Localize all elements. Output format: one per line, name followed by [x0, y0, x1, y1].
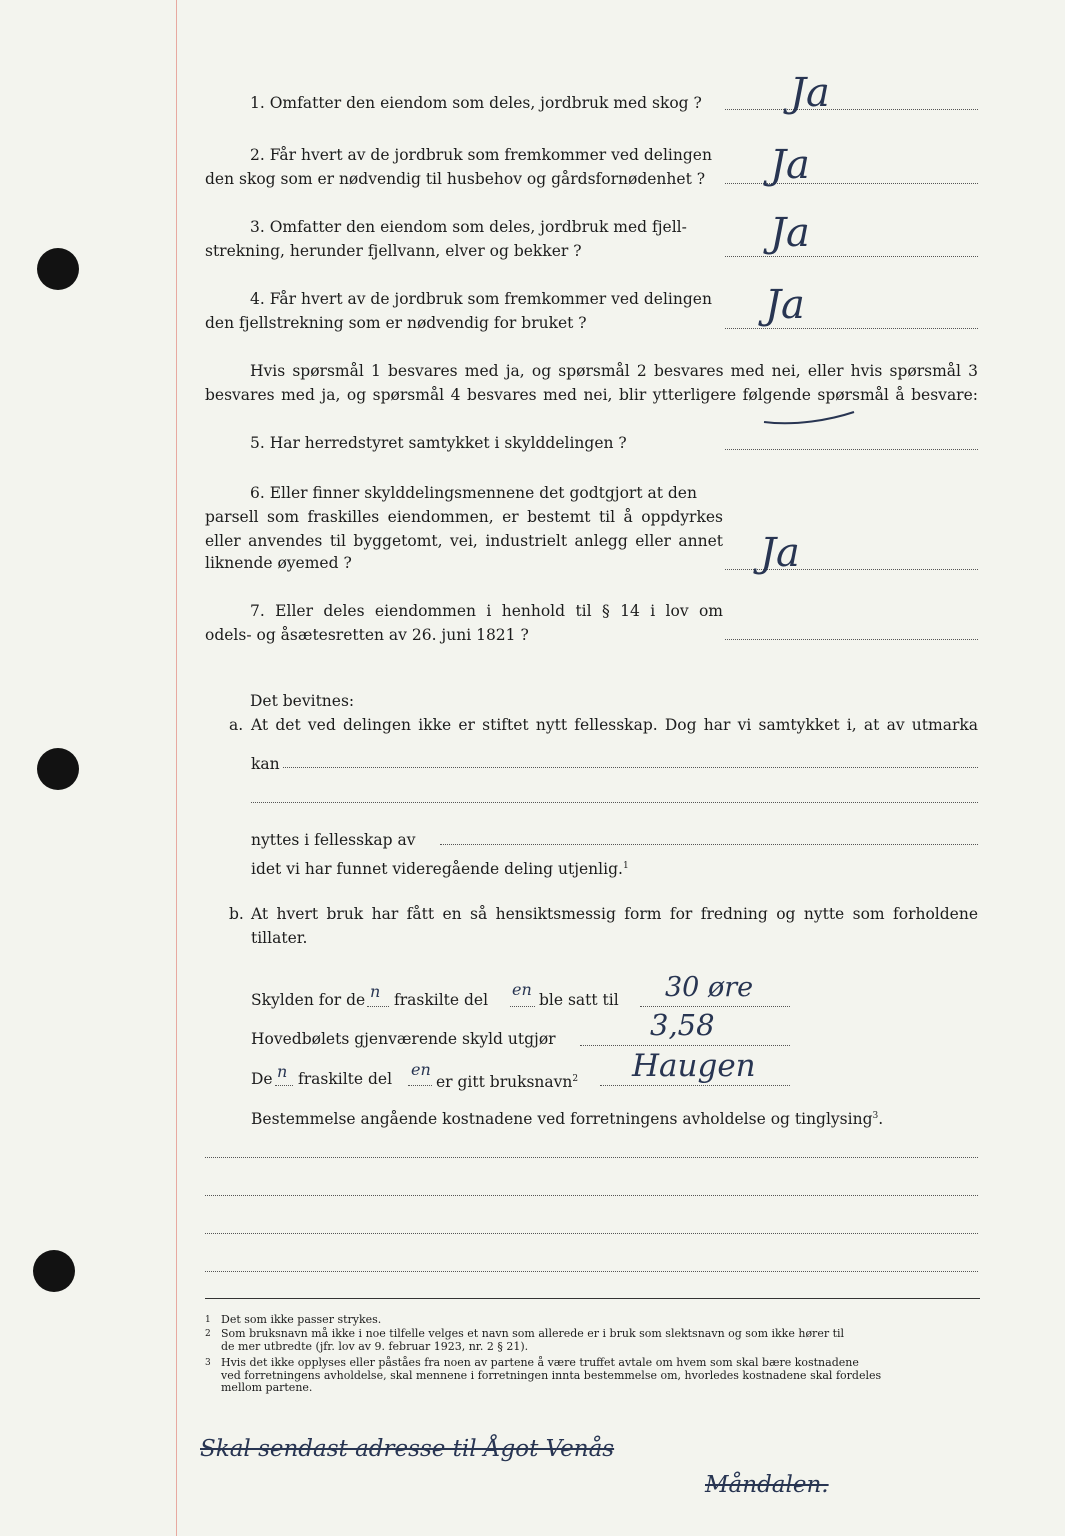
attest-a-label: a. — [229, 716, 244, 734]
question-4-line-2: den fjellstrekning som er nødvendig for bruket ? — [205, 314, 587, 332]
question-5-text: 5. Har herredstyret samtykket i skylddelingen ? — [250, 434, 627, 452]
footnote-ref-3: 3 — [872, 1111, 879, 1121]
answer-line-7 — [725, 639, 978, 640]
answer-2-handwritten: Ja — [770, 142, 810, 188]
question-2-line-2: den skog som er nødvendig til husbehov og gårdsfornødenhet ? — [205, 170, 706, 188]
bruksnavn-value-line — [600, 1085, 790, 1086]
question-1-text: 1. Omfatter den eiendom som deles, jordbruk med skog ? — [250, 94, 702, 112]
attest-nyttes-label: nyttes i fellesskap av — [251, 831, 416, 849]
answer-3-handwritten: Ja — [770, 210, 810, 256]
bruksnavn-handwritten: Haugen — [632, 1048, 756, 1084]
handwritten-note-line-2: Måndalen. — [705, 1472, 829, 1498]
condition-line-1: Hvis spørsmål 1 besvares med ja, og spørsmål 2 besvares med nei, eller hvis spørsmål 3 — [250, 362, 978, 380]
punch-hole — [37, 248, 79, 290]
footnote-1: 1 Det som ikke passer strykes. — [205, 1313, 382, 1326]
attest-a-text: At det ved delingen ikke er stiftet nytt fellesskap. Dog har vi samtykket i, at av utmarka — [251, 716, 978, 734]
attest-heading: Det bevitnes: — [250, 692, 355, 710]
question-4-line-1: 4. Får hvert av de jordbruk som fremkommer ved delingen — [250, 290, 712, 308]
attest-kan-label: kan — [251, 755, 280, 773]
footnote-separator — [205, 1298, 980, 1299]
handwritten-note-line-1: Skal sendast adresse til Ågot Venås — [200, 1436, 615, 1462]
margin-line — [176, 0, 177, 1536]
question-2-line-1: 2. Får hvert av de jordbruk som fremkommer ved delingen — [250, 146, 712, 164]
question-3-line-2: strekning, herunder fjellvann, elver og bekker ? — [205, 242, 582, 260]
blank-line — [205, 1271, 978, 1272]
hovedbol-value-line — [580, 1045, 790, 1046]
bruksnavn-label: er gitt bruksnavn$^2$ — [436, 1073, 579, 1092]
question-7-line-1: 7. Eller deles eiendommen i henhold til § 14 i lov om — [250, 602, 723, 620]
skyld-prefix: Skylden for de — [251, 991, 366, 1009]
answer-4-handwritten: Ja — [765, 282, 805, 328]
answer-6-handwritten: Ja — [760, 530, 800, 576]
blank-line — [205, 1233, 978, 1234]
bruksnavn-blank-1 — [275, 1085, 293, 1086]
answer-line-2 — [725, 183, 978, 184]
question-7-line-2: odels- og åsætesretten av 26. juni 1821 ? — [205, 626, 529, 644]
skyld-handwritten-n: n — [370, 982, 381, 1001]
answer-line-4 — [725, 328, 978, 329]
blank-line — [205, 1195, 978, 1196]
skyld-fraskilte: fraskilte del — [394, 991, 489, 1009]
skyld-value-line — [640, 1006, 790, 1007]
answer-line-1 — [725, 109, 978, 110]
question-6-line-2: parsell som fraskilles eiendommen, er bestemt til å oppdyrkes — [205, 508, 723, 526]
condition-line-2: besvares med ja, og spørsmål 4 besvares med nei, blir ytterligere følgende spørsmål å besvare: — [205, 386, 978, 404]
punch-hole — [33, 1250, 75, 1292]
hovedbol-value-handwritten: 3,58 — [650, 1008, 715, 1042]
attest-b-line-2: tillater. — [251, 929, 308, 947]
handwritten-underline — [760, 408, 860, 428]
skyld-blank-2 — [510, 1006, 535, 1007]
nyttes-blank-line — [440, 844, 978, 845]
answer-line-3 — [725, 256, 978, 257]
hovedbol-label: Hovedbølets gjenværende skyld utgjør — [251, 1030, 556, 1048]
blank-line — [251, 802, 978, 803]
skyld-blank-1 — [367, 1006, 389, 1007]
question-6-line-1: 6. Eller finner skylddelingsmennene det godtgjort at den — [250, 484, 697, 502]
bruksnavn-handwritten-n: n — [277, 1062, 288, 1081]
attest-b-label: b. — [229, 905, 244, 923]
punch-hole — [37, 748, 79, 790]
blank-line — [205, 1157, 978, 1158]
answer-1-handwritten: Ja — [790, 70, 830, 116]
bestemmelse-text: Bestemmelse angående kostnadene ved forretningens avholdelse og tinglysing$^3$. — [251, 1110, 884, 1129]
bruksnavn-prefix: De — [251, 1070, 273, 1088]
question-6-line-4: liknende øyemed ? — [205, 554, 352, 572]
attest-idet-text: idet vi har funnet videregående deling utjenlig.$^1$ — [251, 860, 629, 879]
answer-line-5 — [725, 449, 978, 450]
footnote-ref-1: 1 — [622, 861, 629, 871]
skyld-value-handwritten: 30 øre — [665, 972, 754, 1003]
question-3-line-1: 3. Omfatter den eiendom som deles, jordbruk med fjell- — [250, 218, 687, 236]
footnote-3: 3 Hvis det ikke opplyses eller påståes fra noen av partene å være truffet avtale om hvem som skal bære kostnadene ved forretningens avholdelse, skal mennene i forretningen innta bestemmelse om, hvorledes kostnadene skal fordeles mellom partene. — [205, 1356, 882, 1394]
attest-b-line-1: At hvert bruk har fått en så hensiktsmessig form for fredning og nytte som forholdene — [251, 905, 978, 923]
question-6-line-3: eller anvendes til byggetomt, vei, industrielt anlegg eller annet — [205, 532, 723, 550]
bruksnavn-fraskilte: fraskilte del — [298, 1070, 393, 1088]
footnote-ref-2: 2 — [572, 1074, 579, 1084]
skyld-handwritten-en: en — [512, 980, 532, 999]
footnote-2: 2 Som bruksnavn må ikke i noe tilfelle velges et navn som allerede er i bruk som slektsnavn og som ikke hører til de mer utbredte (jfr. lov av 9. februar 1923, nr. 2 § 21). — [205, 1327, 845, 1353]
bruksnavn-blank-2 — [408, 1085, 432, 1086]
bruksnavn-handwritten-en: en — [411, 1060, 431, 1079]
kan-blank-line — [283, 767, 978, 768]
skyld-satt-til: ble satt til — [539, 991, 619, 1009]
